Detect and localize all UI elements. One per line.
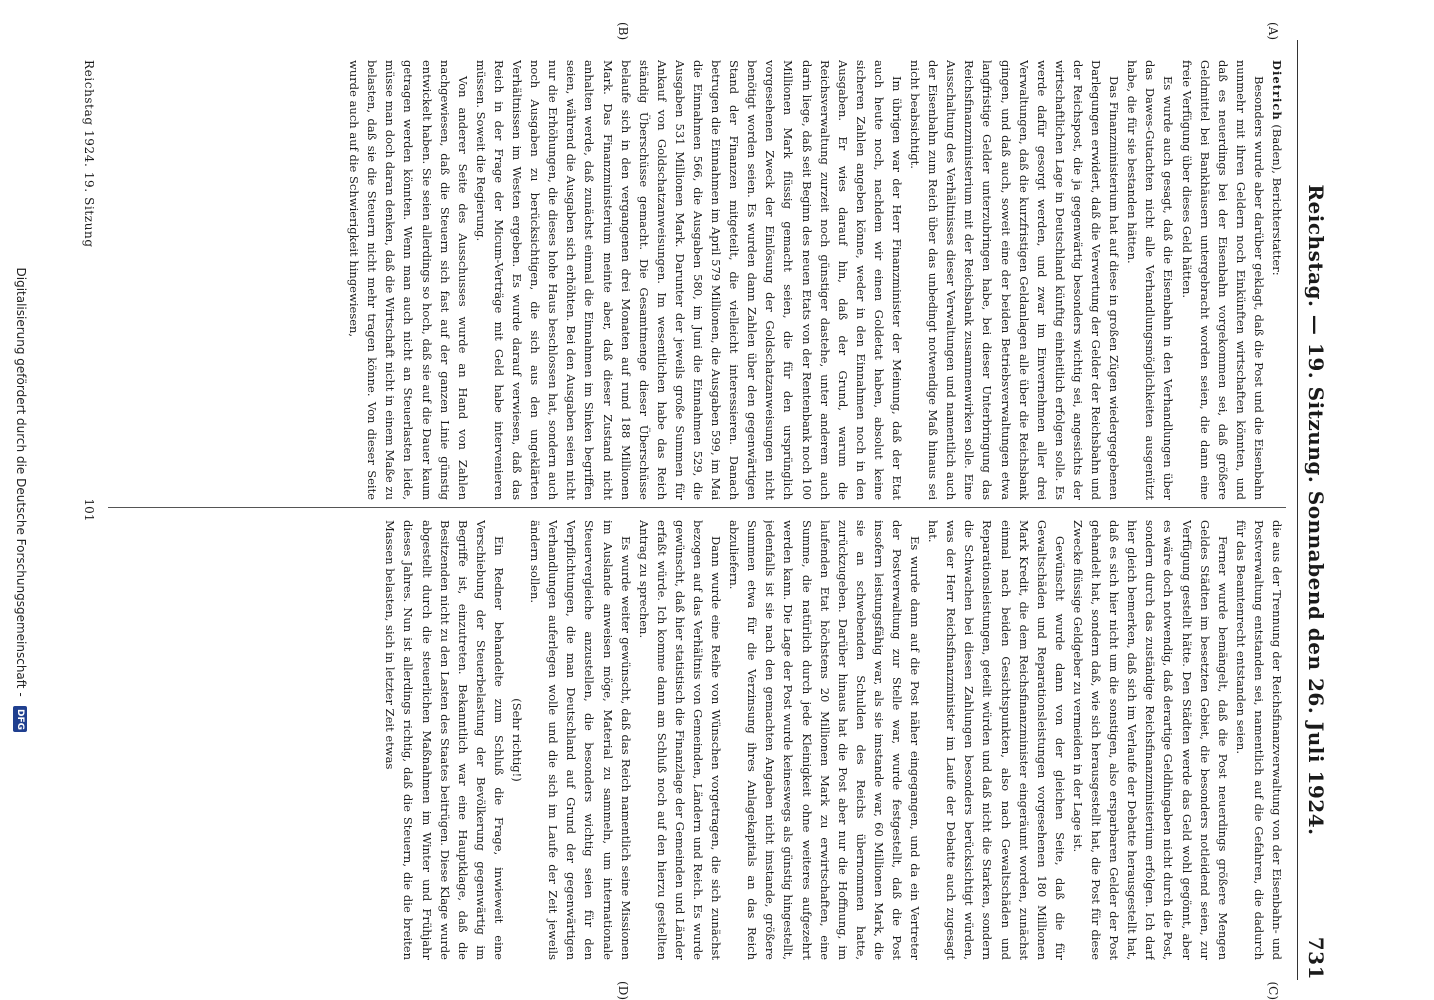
paragraph: Besonders wurde aber darüber geklagt, daß die Post und die Eisenbahn nunmehr mit ihren Geldern noch Einkünften wirtschaften könnten, und daß es neuerdings bei der Eisenbahn vorgekommen sei, daß größere Geldmittel bei Bankhäusern untergebracht worden seien, die dann eine freie Verfügung über dieses Geld hätten. <box>1179 60 1266 500</box>
margin-mark-a: (A) <box>1266 22 1280 41</box>
page-footer <box>74 40 96 980</box>
speaker-role: (Baden), Berichterstatter: <box>1270 120 1284 276</box>
left-column <box>110 60 1286 500</box>
right-column <box>110 520 1286 960</box>
margin-mark-b: (B) <box>616 22 630 41</box>
column-divider <box>108 507 1286 508</box>
paragraph: Ein Redner behandelte zum Schluß die Frage, inwieweit eine Verschiebung der Steuerbelastung der Bevölkerung gegenwärtig im Begriffe ist, einzutreten. Bekanntlich war eine Hauptklage, daß die Besitzenden nicht zu den Lasten des Staates beitrügen. Diese Klage wurde abgestellt durch die steuerlichen Maßnahmen im Winter und Frühjahr dieses Jahres. Nun ist allerdings richtig, daß die Steuern, die die breiten Massen belasten, sich in letzter Zeit etwas <box>383 520 506 960</box>
paragraph: Das Finanzministerium hat auf diese in großen Zügen wiedergegebenen Darlegungen erwidert, daß die Verwertung der Gelder der Reichsbahn und der Reichspost, die ja gegenwärtig besonders wichtig sei, angesichts der wirtschaftlichen Lage in Deutschland künftig einheitlich erfolgen solle. Es werde dafür gesorgt werden, und zwar im Einvernehmen aller drei Verwaltungen, daß die kurzfristigen Geldanlagen alle über die Reichsbank gingen, und daß auch, soweit eine der beiden Betriebsverwaltungen etwa langfristige Gelder unterzubringen habe, bei dieser Unterbringung das Reichsfinanzministerium mit der Reichsbank zusammenwirken solle. Eine Ausschaltung des Verhältnisses dieser Verwaltungen und namentlich auch der Eisenbahn zum Reich über das unbedingt notwendige Maß hinaus sei nicht beabsichtigt. <box>908 60 1122 500</box>
page-number: 731 <box>1304 936 1328 980</box>
paragraph: Von anderer Seite des Ausschusses wurde an Hand von Zahlen nachgewiesen, daß die Steuern sich fast auf der ganzen Linie günstig entwickelt haben. Sie seien allerdings so hoch, daß sie auf die Dauer kaum getragen werden könnten. Wenn man auch nicht an Steuerlasten leide, müsse man doch daran denken, daß die Wirtschaft nicht in einem Maße zu belasten, daß sie die Steuern nicht mehr tragen könne. Von dieser Seite wurde auch auf die Schwierigkeit hingewiesen, <box>347 60 470 500</box>
margin-mark-c: (C) <box>1266 981 1280 1000</box>
page-title: Reichstag. — 19. Sitzung. Sonnabend den 26. Juli 1924. <box>1304 184 1328 836</box>
paragraph: Es wurde dann auf die Post näher eingegangen, und da ein Vertreter der Postverwaltung zur Stelle war, wurde festgestellt, daß die Post insofern leistungsfähig war, als sie imstande war, 60 Millionen Mark, die sie an schwebenden Schulden des Reichs übernommen hatte, zurückzugeben. Darüber hinaus hat die Post aber nur die Hoffnung, im laufenden Etat höchstens 20 Millionen Mark zu erwirtschaften, eine Summe, die natürlich durch jede Kleinigkeit ohne weiteres aufgezehrt werden kann. Die Lage der Post wurde keineswegs als günstig hingestellt, jedenfalls ist sie nach den gemachten Angaben nicht imstande, größere Summen etwa für die Verzinsung ihres Anlagekapitals an das Reich abzuliefern. <box>727 520 923 960</box>
digitization-text: Digitalisierung gefördert durch die Deutsche Forschungsgemeinschaft - <box>14 267 28 697</box>
paragraph: Im übrigen war der Herr Finanzminister der Meinung, daß der Etat auch heute noch, nachdem wir einen Goldetat haben, absolut keine sicheren Zahlen angeben könne, weder in den Einnahmen noch in den Ausgaben. Er wies darauf hin, daß der Grund, warum die Reichsverwaltung zurzeit noch günstiger dastehe, unter anderem auch darin liege, daß seit Beginn des neuen Etats von der Rentenbank noch 100 Millionen Mark flüssig gemacht seien, die für den ursprünglich vorgesehenen Zweck der Einlösung der Goldschatzanweisungen nicht benötigt worden seien. Es wurden dann Zahlen über den gegenwärtigen Stand der Finanzen mitgeteilt, die vielleicht interessieren. Danach betrugen die Einnahmen im April 579 Millionen, die Ausgaben 599, im Mai die Einnahmen 566, die Ausgaben 580, im Juni die Einnahmen 529, die Ausgaben 531 Millionen Mark. Darunter der jeweils große Summen für Ankauf von Goldschatzanweisungen. Im wesentlichen habe das Reich ständig Überschüsse gemacht. Die Gesamtmenge dieser Überschüsse belaufe sich in den vergangenen drei Monaten auf rund 188 Millionen Mark. Das Finanzministerium meinte aber, daß dieser Zustand nicht anhalten werde, daß zunächst einmal die Einnahmen im Sinken begriffen seien, während die Ausgaben sich erhöhten. Bei den Ausgaben seien nicht nur die Erhöhungen, die dieses hohe Haus beschlossen hat, sondern auch noch Ausgaben zu berücksichtigen, die sich aus den ungeklärten Verhältnissen im Westen ergeben. Es wurde darauf verwiesen, daß das Reich in der Frage der Micum-Verträge mit Geld habe intervenieren müssen. Soweit die Regierung. <box>473 60 905 500</box>
paragraph: Es wurde auch gesagt, daß die Eisenbahn in den Verhandlungen über das Dawes-Gutachten nicht alle Verhandlungsmöglichkeiten ausgenützt habe, die für sie bestanden hätten. <box>1125 60 1176 500</box>
paragraph: Gewünscht wurde dann von der gleichen Seite, daß die für Gewaltschäden und Reparationsleistungen vorgesehenen 180 Millionen Mark Kredit, die dem Reichsfinanzminister eingeräumt worden, zunächst einmal nach beiden Gesichtspunkten, also nach Gewaltschäden und Reparationsleistungen, geteilt würden und daß nicht die Starken, sondern die Schwachen bei diesen Zahlungen besonders berücksichtigt würden, was der Herr Reichsfinanzminister im Laufe der Debatte auch zugesagt hat. <box>926 520 1067 960</box>
paragraph: die aus der Trennung der Reichsfinanzverwaltung von der Eisenbahn- und Postverwaltung entstanden sei, namentlich auf die Gefahren, die dadurch für das Beamtenrecht entstanden seien. <box>1233 520 1284 960</box>
interjection: (Sehr richtig!) <box>510 698 525 782</box>
paragraph: Ferner wurde bemängelt, daß die Post neuerdings größere Mengen Geldes Städten im besetzten Gebiet, die besonders notleidend seien, zur Verfügung gestellt hätte. Den Städten werde das Geld wohl gegönnt, aber es wäre doch notwendig, daß derartige Geldhingaben nicht durch die Post, sondern durch das zuständige Reichsfinanzministerium erfolgen. Ich darf hier gleich bemerken, daß sich im Verlaufe der Debatte herausgestellt hat, daß es sich hier nicht um die sonstigen, also ersparbaren Gelder der Post gehandelt hat, sondern daß, wie sich herausgestellt hat, die Post für diese Zwecke flüssige Geldgeber zu vermeiden in der Lage ist. <box>1070 520 1230 960</box>
speaker-line <box>1268 60 1286 500</box>
margin-mark-d: (D) <box>616 981 630 1000</box>
paragraph: Dann wurde eine Reihe von Wünschen vorgetragen, die sich zunächst bezogen auf das Verhältnis von Gemeinden, Ländern und Reich. Es wurde gewünscht, daß hier statistisch die Finanzlage der Gemeinden und Länder erfaßt würde. Ich komme dann am Schluß noch auf den hierzu gestellten Antrag zu sprechen. <box>636 520 724 960</box>
speaker-name: Dietrich <box>1270 60 1284 121</box>
footer-sheet-number: 101 <box>82 498 96 522</box>
paragraph: Es wurde weiter gewünscht, daß das Reich namentlich seine Missionen im Auslande anweisen möge, Material zu sammeln, um internationale Steuervergleiche anzustellen, die besonders wichtig seien für den Verpflichtungen, die man Deutschland auf Grund der gegenwärtigen Verhandlungen auferlegen wolle und die sich im Laufe der Zeit jeweils ändern sollen. <box>528 520 633 960</box>
digitization-note <box>0 0 28 1000</box>
footer-session: Reichstag 1924. 19. Sitzung <box>82 60 96 248</box>
page-header <box>1297 40 1332 980</box>
dfg-logo-icon: DFG <box>14 706 28 732</box>
